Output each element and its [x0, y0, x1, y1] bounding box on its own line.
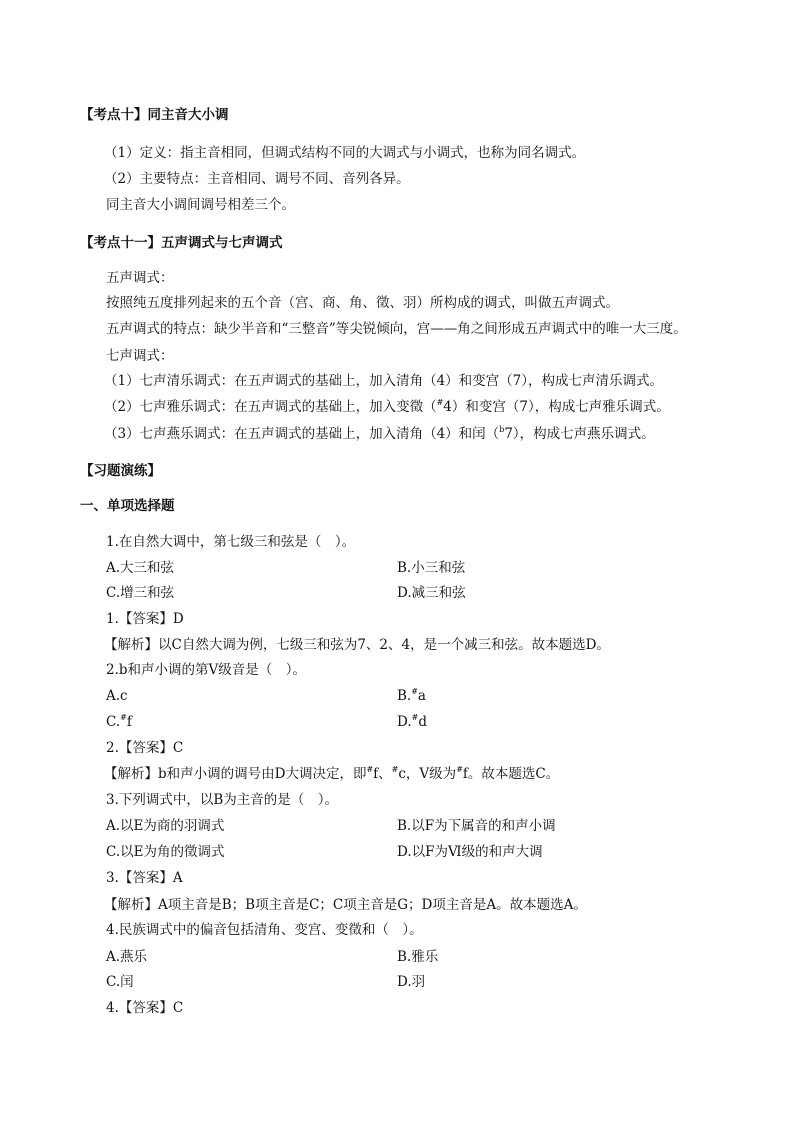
section10-heading: 【考点十】同主音大小调 [80, 107, 229, 123]
q2-option-b [397, 687, 426, 705]
q3-option-d: D.以F为Ⅵ级的和声大调 [397, 844, 543, 860]
q2-analysis-part1: 【解析】b和声小调的调号由D大调决定，即 [104, 766, 367, 782]
q4-stem: 4.民族调式中的偏音包括清角、变宫、变徵和（ ）。 [106, 922, 423, 938]
section11-heading: 【考点十一】五声调式与七声调式 [80, 235, 283, 251]
sharp-sign: # [366, 765, 374, 774]
q2-analysis [104, 765, 559, 783]
item3-text-b: 7），构成七声燕乐调式。 [504, 426, 655, 442]
q2-d-note: d [418, 714, 427, 730]
q2-analysis-part2: f、 [373, 766, 392, 782]
sharp-sign: # [411, 687, 418, 696]
q1-option-c: C.增三和弦 [106, 585, 175, 601]
q2-b-note: a [417, 688, 426, 704]
sharp-sign: # [120, 713, 127, 722]
q3-answer: 3.【答案】A [106, 870, 183, 886]
item2-text-b: 4）和变宫（7），构成七声雅乐调式。 [443, 399, 670, 415]
q3-option-b: B.以F为下属音的和声小调 [397, 818, 556, 834]
sharp-sign: # [436, 398, 444, 407]
section10-note: 同主音大小调间调号相差三个。 [106, 197, 295, 213]
heptatonic-item-3 [104, 425, 655, 443]
q3-analysis: 【解析】A项主音是B；B项主音是C；C项主音是G；D项主音是A。故本题选A。 [104, 897, 587, 913]
part1-heading: 一、单项选择题 [80, 498, 175, 514]
q1-answer: 1.【答案】D [106, 611, 184, 627]
q2-c-label: C. [106, 714, 121, 730]
q2-stem: 2.b和声小调的第Ⅴ级音是（ ）。 [106, 662, 307, 678]
pentatonic-definition: 按照纯五度排列起来的五个音（宫、商、角、徵、羽）所构成的调式，叫做五声调式。 [106, 295, 619, 311]
section10-definition: （1）定义：指主音相同，但调式结构不同的大调式与小调式，也称为同名调式。 [104, 145, 586, 161]
item2-text-a: （2）七声雅乐调式：在五声调式的基础上，加入变徵（ [104, 399, 437, 415]
q4-option-c: C.闰 [106, 974, 134, 990]
q1-option-a: A.大三和弦 [106, 560, 175, 576]
q2-answer: 2.【答案】C [106, 740, 184, 756]
q1-analysis: 【解析】以C自然大调为例，七级三和弦为7、2、4，是一个减三和弦。故本题选D。 [104, 637, 610, 653]
q4-option-d: D.羽 [397, 974, 426, 990]
q4-option-b: B.雅乐 [397, 949, 439, 965]
section10-features: （2）主要特点：主音相同、调号不同、音列各异。 [104, 171, 410, 187]
q3-stem: 3.下列调式中，以B为主音的是（ ）。 [106, 792, 339, 808]
item3-text-a: （3）七声燕乐调式：在五声调式的基础上，加入清角（4）和闰（ [104, 426, 500, 442]
q4-option-a: A.燕乐 [106, 949, 148, 965]
q3-option-a: A.以E为商的羽调式 [106, 818, 225, 834]
q2-option-a: A.c [106, 688, 128, 704]
heptatonic-item-2 [104, 398, 670, 416]
sharp-sign: # [391, 765, 399, 774]
q2-c-note: f [126, 714, 132, 730]
q2-analysis-part4: f。故本题选C。 [462, 766, 560, 782]
q4-answer: 4.【答案】C [106, 1000, 184, 1016]
sharp-sign: # [456, 765, 463, 774]
q1-stem: 1.在自然大调中，第七级三和弦是（ ）。 [106, 534, 356, 550]
flat-sign: b [499, 425, 505, 434]
q1-option-b: B.小三和弦 [397, 560, 466, 576]
q2-d-label: D. [397, 714, 412, 730]
q1-option-d: D.减三和弦 [397, 585, 466, 601]
heptatonic-item-1: （1）七声清乐调式：在五声调式的基础上，加入清角（4）和变宫（7），构成七声清乐调式。 [104, 373, 664, 389]
q2-analysis-part3: c，Ⅴ级为 [398, 766, 457, 782]
q2-option-d [397, 713, 427, 731]
q2-b-label: B. [397, 688, 412, 704]
heptatonic-title: 七声调式： [106, 348, 174, 364]
practice-heading: 【习题演练】 [80, 463, 161, 479]
q2-option-c [106, 713, 132, 731]
pentatonic-features: 五声调式的特点：缺少半音和“三整音”等尖锐倾向，宫——角之间形成五声调式中的唯一大三度。 [106, 321, 687, 337]
q3-option-c: C.以E为角的徵调式 [106, 844, 225, 860]
pentatonic-title: 五声调式： [106, 270, 174, 286]
sharp-sign: # [411, 713, 419, 722]
